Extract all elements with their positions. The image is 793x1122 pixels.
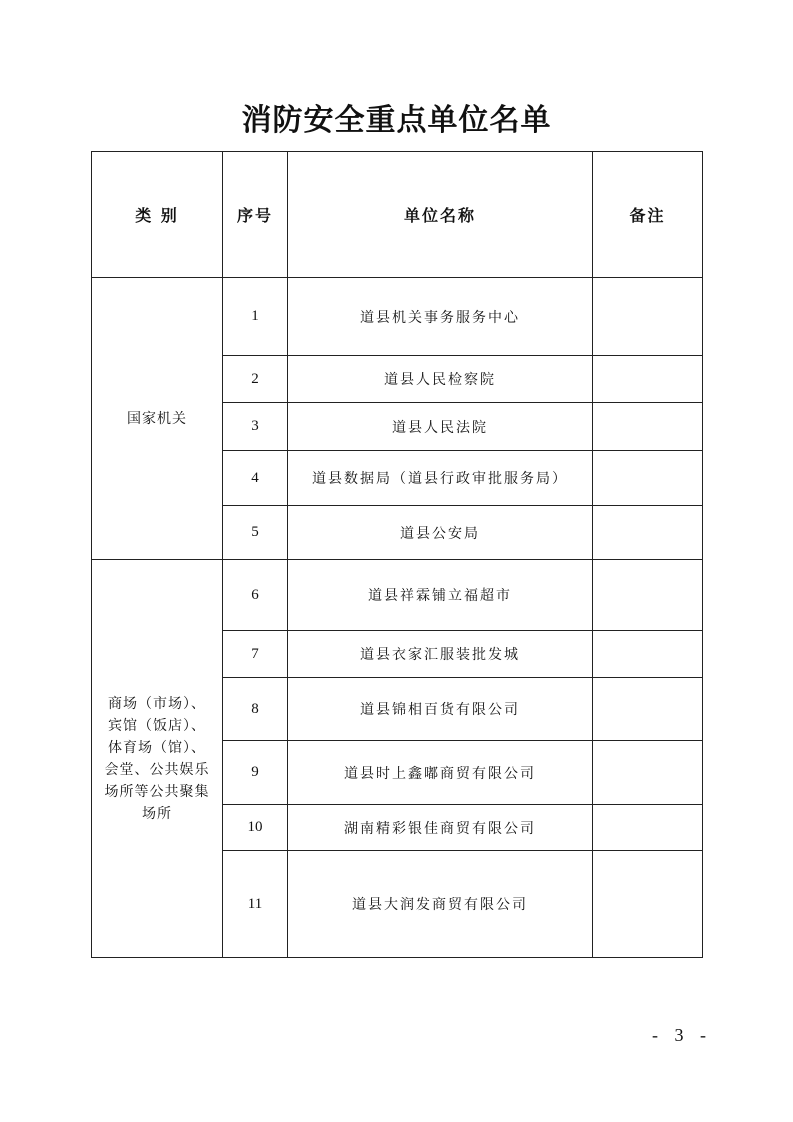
remarks-cell — [593, 506, 703, 560]
remarks-cell — [593, 278, 703, 356]
row-index: 6 — [223, 560, 288, 631]
unit-name: 道县祥霖铺立福超市 — [288, 560, 593, 631]
category-cell — [92, 560, 223, 958]
row-index: 11 — [223, 851, 288, 958]
row-index: 1 — [223, 278, 288, 356]
unit-name: 道县大润发商贸有限公司 — [288, 851, 593, 958]
header-unit-name: 单位名称 — [288, 152, 593, 278]
unit-name: 湖南精彩银佳商贸有限公司 — [288, 805, 593, 851]
row-index: 3 — [223, 403, 288, 451]
unit-name: 道县人民法院 — [288, 403, 593, 451]
unit-name: 道县数据局（道县行政审批服务局） — [288, 451, 593, 506]
row-index: 7 — [223, 631, 288, 678]
row-index: 4 — [223, 451, 288, 506]
row-index: 5 — [223, 506, 288, 560]
unit-list-table — [91, 151, 703, 958]
unit-name: 道县公安局 — [288, 506, 593, 560]
page-number: - 3 - — [652, 1025, 712, 1045]
remarks-cell — [593, 851, 703, 958]
unit-name: 道县锦相百货有限公司 — [288, 678, 593, 741]
row-index: 9 — [223, 741, 288, 805]
unit-name: 道县机关事务服务中心 — [288, 278, 593, 356]
page-title: 消防安全重点单位名单 — [241, 103, 552, 138]
header-category: 类 别 — [92, 152, 223, 278]
row-index: 2 — [223, 356, 288, 403]
category-label: 国家机关 — [127, 410, 187, 427]
remarks-cell — [593, 403, 703, 451]
unit-name: 道县衣家汇服装批发城 — [288, 631, 593, 678]
remarks-cell — [593, 560, 703, 631]
remarks-cell — [593, 678, 703, 741]
category-label: 商场（市场）、宾馆（饭店）、体育场（馆）、会堂、公共娱乐场所等公共聚集场所 — [104, 695, 210, 822]
table-header-row — [92, 152, 703, 278]
remarks-cell — [593, 356, 703, 403]
header-remarks: 备注 — [593, 152, 703, 278]
category-cell — [92, 278, 223, 560]
table-row — [92, 278, 703, 356]
row-index: 8 — [223, 678, 288, 741]
unit-name: 道县人民检察院 — [288, 356, 593, 403]
row-index: 10 — [223, 805, 288, 851]
header-index: 序号 — [223, 152, 288, 278]
unit-name: 道县时上鑫嘟商贸有限公司 — [288, 741, 593, 805]
table-row — [92, 560, 703, 631]
remarks-cell — [593, 451, 703, 506]
remarks-cell — [593, 805, 703, 851]
remarks-cell — [593, 741, 703, 805]
remarks-cell — [593, 631, 703, 678]
